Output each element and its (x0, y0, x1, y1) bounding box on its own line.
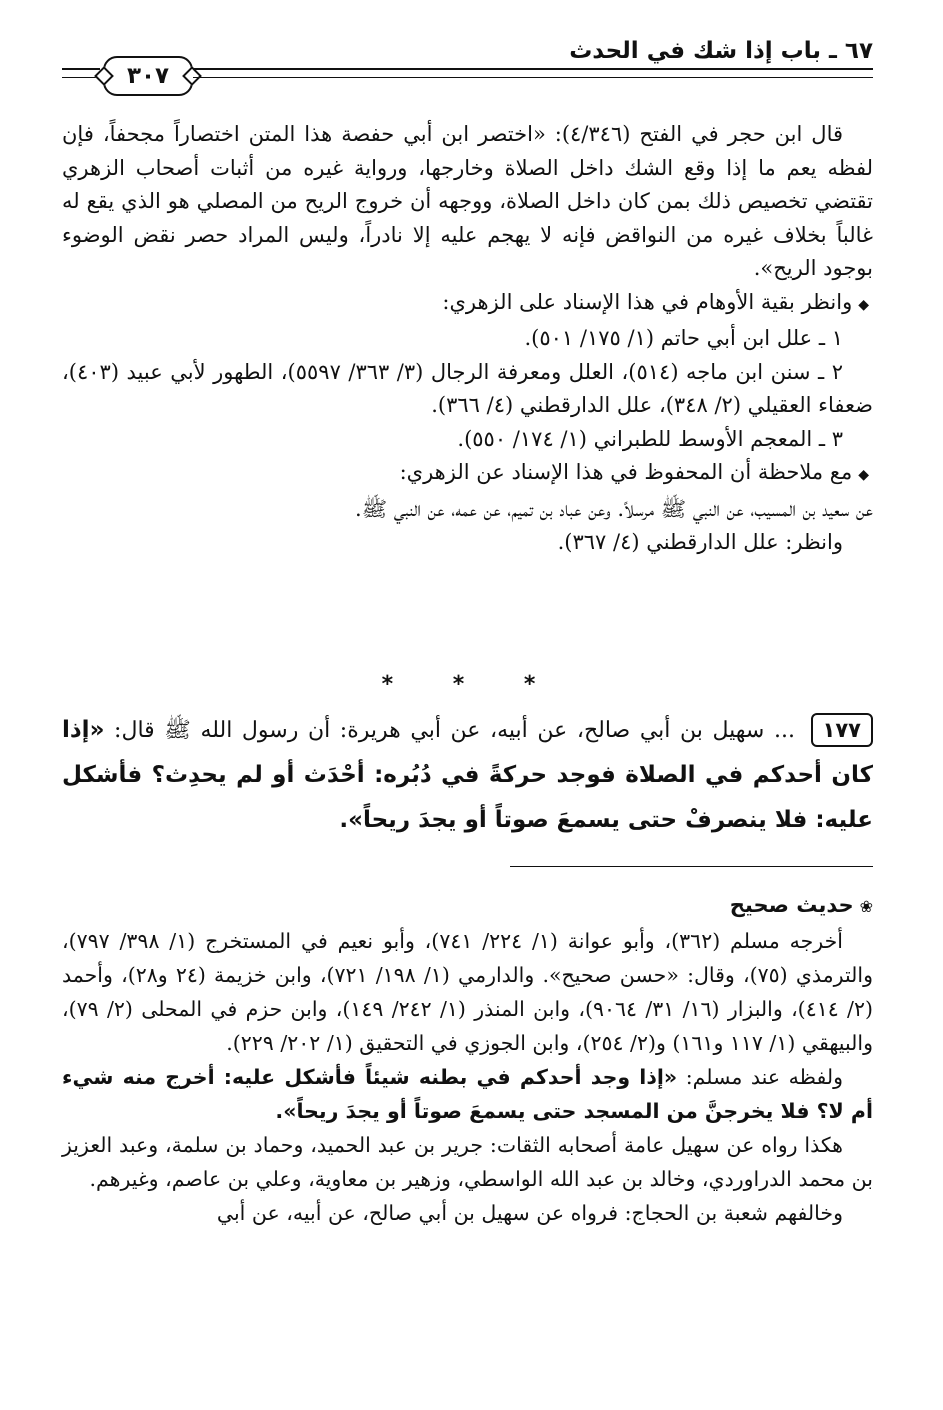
bullet-icon: ◆ (858, 467, 869, 483)
bullet-paragraph (62, 456, 873, 493)
muslim-wording-intro: ولفظه عند مسلم: (685, 1065, 844, 1089)
bullet-text: مع ملاحظة أن المحفوظ في هذا الإسناد عن الزهري: (399, 460, 853, 484)
muslim-wording-quote: «إذا وجد أحدكم في بطنه شيئاً فأشكل عليه: أخرج منه شيء أم لا؟ فلا يخرجنَّ من المسجد حتى يسمعَ صوتاً أو يجدَ ريحاً». (62, 1065, 873, 1123)
reference-item-3: ٣ ـ المعجم الأوسط للطبراني (١/ ١٧٤/ ٥٥٠). (457, 426, 843, 451)
commentary-section (62, 118, 873, 560)
ibn-hajar-quote: قال ابن حجر في الفتح (٤/٣٤٦): «اختصر ابن أبي حفصة هذا المتن اختصاراً مجحفاً، فإن لفظه يعم ما إذا وقع الشك داخل الصلاة وخارجها، ورواية غيره من أثبات أصحاب الزهري تقتضي تخصيص ذلك بمن كان داخل الصلاة، ووجهه أن خروج الريح من المصلي هو الذي يقع له غالباً بخلاف غيره من النواقض فإنه لا يهجم عليه إلا نادراً، وليس المراد حصر نقض الوضوء بوجود الريح». (62, 122, 873, 280)
footnote-divider (510, 866, 873, 867)
hadith-block (62, 708, 873, 843)
bullet-paragraph (62, 286, 873, 323)
takhrij-section (62, 888, 873, 1230)
grade-label: حديث صحيح (729, 893, 854, 917)
shubah-paragraph: وخالفهم شعبة بن الحجاج: فرواه عن سهيل بن أبي صالح، عن أبيه، عن أبي (216, 1201, 843, 1225)
section-separator: * * * (381, 672, 562, 697)
hadith-isnad: ... سهيل بن أبي صالح، عن أبيه، عن أبي هريرة: أن رسول الله ﷺ قال: (114, 718, 795, 743)
page-number: ٣٠٧ (103, 56, 193, 96)
takhrij-sources: أخرجه مسلم (٣٦٢)، وأبو عوانة (١/ ٢٢٤/ ٧٤١)، وأبو نعيم في المستخرج (١/ ٣٩٨/ ٧٩٧)، والترمذي (٧٥)، وقال: «حسن صحيح». والدارمي (١/ ١٩٨/ ٧٢١)، وابن خزيمة (٢٤ و٢٨)، وأحمد (٢/ ٤١٤)، والبزار (١٦/ ٣١/ ٩٠٦٤)، وابن المنذر (١/ ٢٤٢/ ١٤٩)، وابن حزم في المحلى (٢/ ٧٩)، والبيهقي (١/ ١١٧ و١٦١) و(٢/ ٢٥٤)، وابن الجوزي في التحقيق (١/ ٢٠٢/ ٢٢٩). (62, 929, 873, 1055)
reference-item-1: ١ ـ علل ابن أبي حاتم (١/ ١٧٥/ ٥٠١). (524, 326, 843, 350)
header-rule-right-thin (193, 77, 873, 78)
hadith-matn: «إذا كان أحدكم في الصلاة فوجد حركةً في دُبُره: أحْدَث أو لم يحدِث؟ فأشكل عليه: فلا ينصرفْ حتى يسمعَ صوتاً أو يجدَ ريحاً». (62, 717, 873, 833)
bullet-icon: ◆ (858, 296, 869, 313)
muslim-wording (62, 1060, 873, 1128)
reference-item-2: ٢ ـ سنن ابن ماجه (٥١٤)، العلل ومعرفة الرجال (٣/ ٣٦٣/ ٥٥٩٧)، الطهور لأبي عبيد (٤٠٣)، ضعفاء العقيلي (٢/ ٣٤٨)، علل الدارقطني (٤/ ٣٦٦). (62, 359, 873, 417)
flower-icon: ❀ (859, 897, 873, 916)
hadith-number: ١٧٧ (811, 713, 873, 747)
header-rule-right (193, 68, 873, 70)
bullet-text: وانظر بقية الأوهام في هذا الإسناد على الزهري: (442, 289, 853, 314)
chapter-title: ٦٧ ـ باب إذا شك في الحدث (569, 38, 873, 64)
narrators-paragraph: هكذا رواه عن سهيل عامة أصحابه الثقات: جرير بن عبد الحميد، وحماد بن سلمة، وعبد العزيز بن محمد الدراوردي، وخالد بن عبد الله الواسطي، وزهير بن معاوية، وعلي بن عاصم، وغيرهم. (62, 1133, 873, 1191)
mahfuz-chain: عن سعيد بن المسيب، عن النبي ﷺ مرسلاً. وعن عباد بن تميم، عن عمه، عن النبي ﷺ. (355, 496, 873, 521)
see-also: وانظر: علل الدارقطني (٤/ ٣٦٧). (557, 530, 843, 554)
hadith-grade (62, 888, 873, 924)
header-rule-left (62, 68, 100, 70)
